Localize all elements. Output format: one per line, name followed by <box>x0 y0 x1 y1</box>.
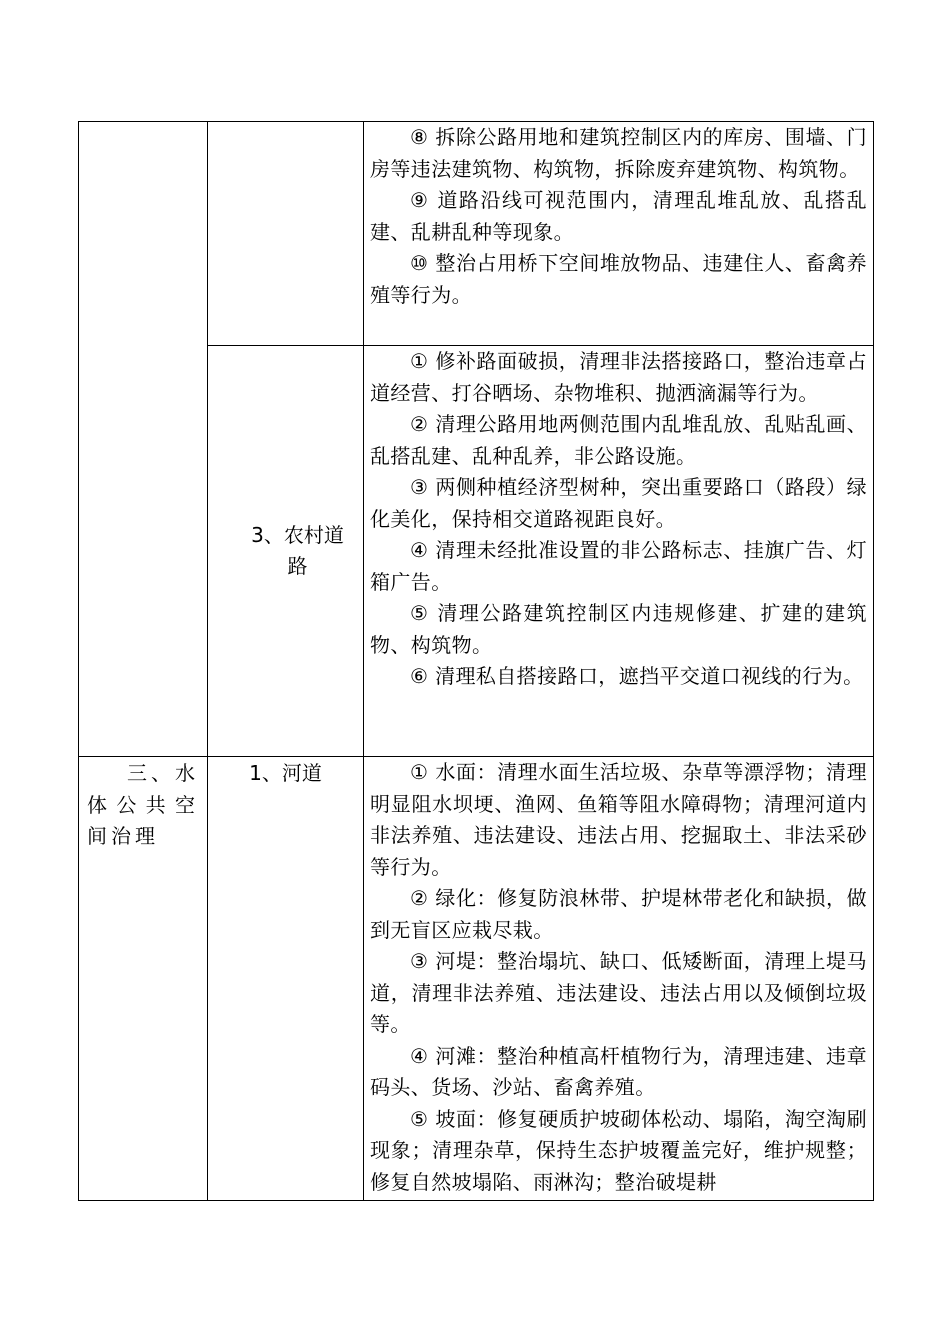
clause-text: ⑨ 道路沿线可视范围内，清理乱堆乱放、乱搭乱建、乱耕乱种等现象。 <box>370 188 867 244</box>
item-label: 3、农村道路 <box>251 522 344 578</box>
item-cell-rural-road <box>208 346 364 757</box>
clause-text: ④ 清理未经批准设置的非公路标志、挂旗广告、灯箱广告。 <box>370 538 867 594</box>
clause-text: ③ 两侧种植经济型树种，突出重要路口（路段）绿化美化，保持相交道路视距良好。 <box>370 475 867 531</box>
content-cell <box>364 757 874 1201</box>
clause-text: ① 水面：清理水面生活垃圾、杂草等漂浮物；清理明显阻水坝埂、渔网、鱼箱等阻水障碍物；清理河道内非法养殖、违法建设、违法占用、挖掘取土、非法采砂等行为。 <box>370 760 867 879</box>
clause-text: ⑥ 清理私自搭接路口，遮挡平交道口视线的行为。 <box>410 664 864 688</box>
clause-text: ② 清理公路用地两侧范围内乱堆乱放、乱贴乱画、乱搭乱建、乱种乱养，非公路设施。 <box>370 412 867 468</box>
category-cell-road <box>79 122 208 757</box>
category-cell-water <box>79 757 208 1201</box>
clause-text: ⑤ 坡面：修复硬质护坡砌体松动、塌陷，淘空淘刷现象；清理杂草，保持生态护坡覆盖完好，维护规整；修复自然坡塌陷、雨淋沟；整治破堤耕 <box>370 1106 867 1194</box>
item-cell-river <box>208 757 364 1201</box>
clause-text: ④ 河滩：整治种植高杆植物行为，清理违建、违章码头、货场、沙站、畜禽养殖。 <box>370 1043 867 1099</box>
clause-text: ⑧ 拆除公路用地和建筑控制区内的库房、围墙、门房等违法建筑物、构筑物，拆除废弃建筑物、构筑物。 <box>370 125 867 181</box>
governance-table <box>78 121 874 1201</box>
clause-text: ⑤ 清理公路建筑控制区内违规修建、扩建的建筑物、构筑物。 <box>370 601 867 657</box>
table-row <box>79 122 874 346</box>
clause-text: ③ 河堤：整治塌坑、缺口、低矮断面，清理上堤马道，清理非法养殖、违法建设、违法占用以及倾倒垃圾等。 <box>370 949 867 1036</box>
clause-text: ② 绿化：修复防浪林带、护堤林带老化和缺损，做到无盲区应栽尽栽。 <box>370 886 867 942</box>
clause-text: ① 修补路面破损，清理非法搭接路口，整治违章占道经营、打谷晒场、杂物堆积、抛洒滴漏等行为。 <box>370 349 867 405</box>
item-cell-road-cont <box>208 122 364 346</box>
category-label: 三、水体公共空间治理 <box>87 761 199 848</box>
item-label: 1、河道 <box>249 761 322 785</box>
content-cell <box>364 346 874 757</box>
clause-text: ⑩ 整治占用桥下空间堆放物品、违建住人、畜禽养殖等行为。 <box>370 251 867 307</box>
table-row <box>79 757 874 1201</box>
content-cell <box>364 122 874 346</box>
